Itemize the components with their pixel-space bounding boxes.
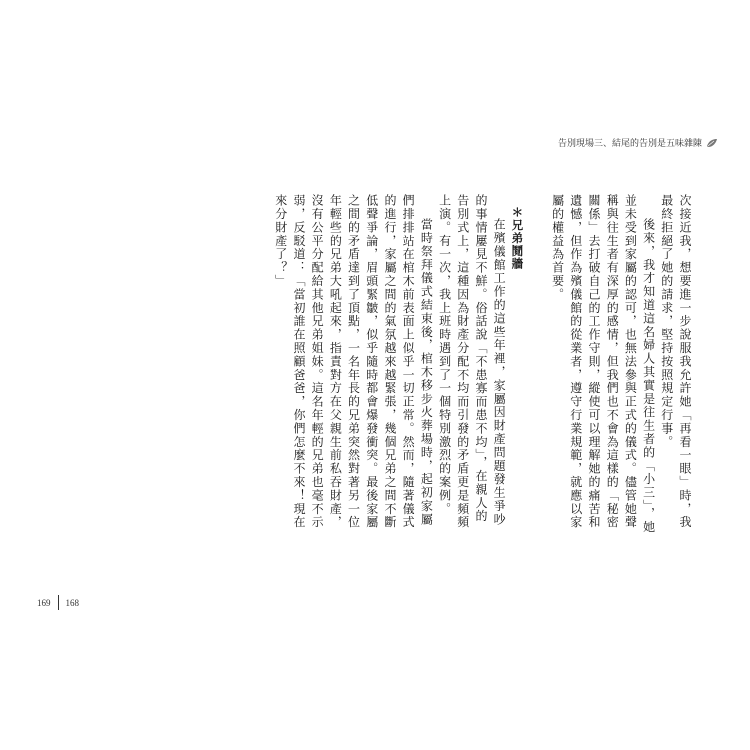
running-header xyxy=(558,136,718,149)
section-subheading: ＊兄弟鬩牆 xyxy=(510,205,525,270)
page-number-left: 169 xyxy=(37,597,51,608)
page-numbers xyxy=(37,595,79,610)
page-number-divider xyxy=(58,595,59,610)
section-spacer xyxy=(526,194,548,534)
paragraph-continued: 次接近我，想要進一步說服我允許她「再看一眼」時，我最終拒絕了她的請求，堅持按照規定行事。 xyxy=(659,194,692,529)
paragraph: 在殯儀館工作的這些年裡，家屬因財產問題發生爭吵的事情屢見不鮮。俗話說「不患寡而患不均」，在親人的告別式上，這種因為財產分配不均而引發的矛盾更是頻頻上演。有一次，我上班時遇到了一個特別激烈的案例。 xyxy=(437,194,507,529)
paragraph: 後來，我才知道這名婦人其實是往生者的「小三」，她並未受到家屬的認可，也無法參與正式的儀式。儘管她聲稱與往生者有深厚的感情，但我們也不會為這樣的「秘密關係」去打破自己的工作守則，縱使可以理解她的痛苦和遺憾，但作為殯儀館的從業者，遵守行業規範，就應以家屬的權益為首要。 xyxy=(550,194,656,534)
leaf-ornament-icon xyxy=(706,138,718,148)
page-number-right: 168 xyxy=(65,597,79,608)
running-header-text: 告別現場三、結尾的告別是五味雜陳 xyxy=(557,139,702,149)
body-text-columns xyxy=(272,194,694,534)
paragraph: 當時祭拜儀式結束後，棺木移步火葬場時，起初家屬們排排站在棺木前表面上似乎一切正常。然而，隨著儀式的進行，家屬之間的氣氛越來越緊張，幾個兄弟之間不斷低聲爭論，眉頭緊皺，似乎隨時都會爆發衝突。最後家屬之間的矛盾達到了頂點，一名年長的兄弟突然對著另一位年輕些的兄弟大吼起來，指責對方在父親生前私吞財產，沒有公平分配給其他兄弟姐妹。這名年輕的兄弟也毫不示弱，反駁道：「當初誰在照顧爸爸，你們怎麼不來！現在來分財產了？」 xyxy=(273,194,434,529)
